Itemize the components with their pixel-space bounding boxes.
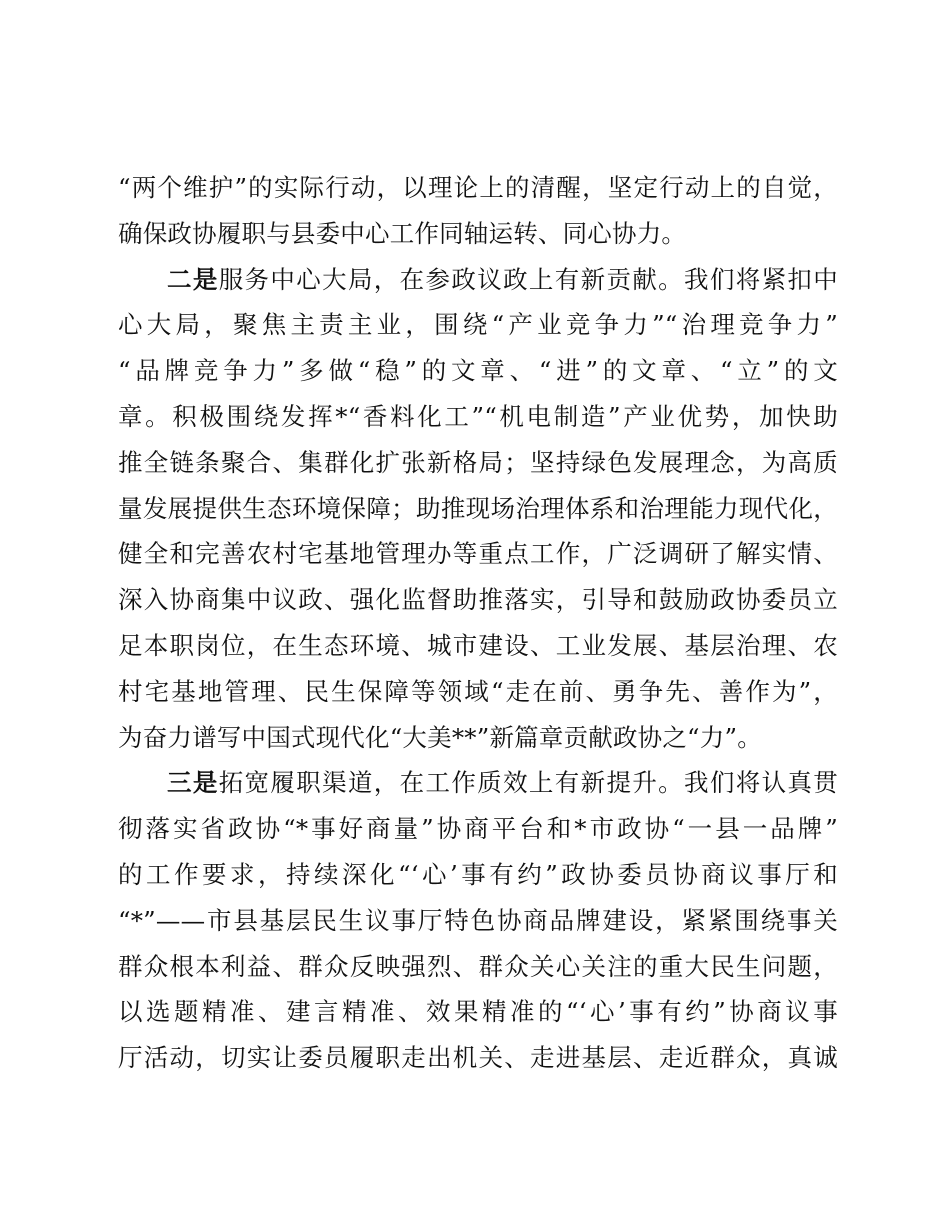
paragraph-2 xyxy=(118,257,838,761)
text-line: 确保政协履职与县委中心工作同轴运转、同心协力。 xyxy=(118,218,687,248)
text-line: 量发展提供生态环境保障；助推现场治理体系和治理能力现代化， xyxy=(118,493,838,523)
paragraph-lead: 三是 xyxy=(167,768,219,798)
text-line: 健全和完善农村宅基地管理办等重点工作，广泛调研了解实情、 xyxy=(118,539,838,569)
text-line: 深入协商集中议政、强化监督助推落实，引导和鼓励政协委员立 xyxy=(118,585,838,615)
text-line xyxy=(118,257,838,303)
text-line: 的工作要求，持续深化“‘心’事有约”政协委员协商议事厅和 xyxy=(118,859,838,889)
text-line: 推全链条聚合、集群化扩张新格局；坚持绿色发展理念，为高质 xyxy=(118,447,838,477)
text-line: “*”——市县基层民生议事厅特色协商品牌建设，紧紧围绕事关 xyxy=(118,905,838,935)
text-line: 厅活动，切实让委员履职走出机关、走进基层、走近群众，真诚 xyxy=(118,1043,838,1073)
paragraph-1 xyxy=(118,165,838,257)
text-line: 以选题精准、建言精准、效果精准的“‘心’事有约”协商议事 xyxy=(118,997,838,1027)
text-run: 服务中心大局，在参政议政上有新贡献。我们将紧扣中 xyxy=(218,264,838,294)
body-text xyxy=(118,165,838,1081)
text-line: 章。积极围绕发挥*“香料化工”“机电制造”产业优势，加快助 xyxy=(118,401,838,431)
text-line: “品牌竞争力”多做“稳”的文章、“进”的文章、“立”的文 xyxy=(118,356,838,386)
text-line: 彻落实省政协“*事好商量”协商平台和*市政协“一县一品牌” xyxy=(118,814,838,844)
text-run: 拓宽履职渠道，在工作质效上有新提升。我们将认真贯 xyxy=(218,768,838,798)
text-line: 群众根本利益、群众反映强烈、群众关心关注的重大民生问题， xyxy=(118,951,838,981)
text-line: 心大局，聚焦主责主业，围绕“产业竞争力”“治理竞争力” xyxy=(118,310,838,340)
paragraph-lead: 二是 xyxy=(167,264,219,294)
paragraph-3 xyxy=(118,760,838,1081)
text-line: “两个维护”的实际行动，以理论上的清醒，坚定行动上的自觉， xyxy=(118,173,838,202)
text-line: 为奋力谱写中国式现代化“大美**”新篇章贡献政协之“力”。 xyxy=(118,722,762,752)
text-line: 村宅基地管理、民生保障等领域“走在前、勇争先、善作为”， xyxy=(118,676,838,706)
text-line: 足本职岗位，在生态环境、城市建设、工业发展、基层治理、农 xyxy=(118,630,838,660)
text-line xyxy=(118,760,838,806)
